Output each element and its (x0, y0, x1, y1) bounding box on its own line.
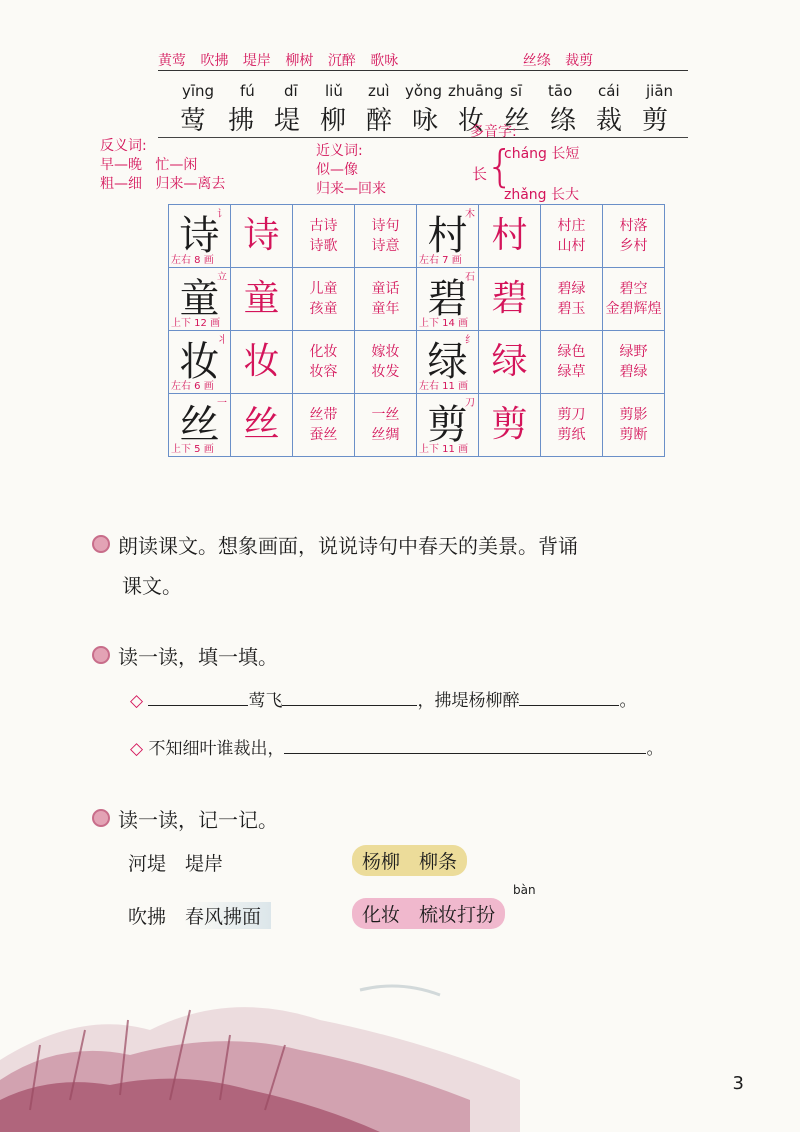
word: 剪刀 (557, 407, 586, 423)
printed-character-cell (417, 394, 479, 457)
pinyin: zuì (368, 82, 390, 100)
vocab-word: 沉醉 (327, 53, 356, 69)
radical: 讠 (217, 209, 227, 220)
word-cell (355, 331, 417, 394)
vocab-word: 裁剪 (565, 53, 594, 69)
antonym-pair: 归来—离去 (155, 176, 226, 192)
polyphone-title: 多音字: (470, 124, 517, 140)
word-cell (293, 268, 355, 331)
handwritten-character-cell (231, 205, 293, 268)
exercise-text: 课文。 (122, 574, 182, 598)
structure-strokes: 上下 5 画 (171, 444, 214, 455)
word: 丝绸 (371, 427, 400, 443)
word: 乡村 (619, 238, 648, 254)
printed-character: 妆 (179, 339, 220, 385)
structure-strokes: 上下 14 画 (419, 318, 469, 329)
synonyms-title: 近义词: (316, 143, 363, 159)
word: 碧空 (619, 281, 648, 297)
word: 童年 (371, 301, 400, 317)
word-cell (603, 331, 665, 394)
polyphone-reading: cháng 长短 (504, 146, 580, 162)
answer-blank[interactable] (148, 687, 248, 706)
word: 剪影 (619, 407, 648, 423)
radical: 纟 (465, 335, 475, 346)
word: 蚕丝 (309, 427, 338, 443)
landscape-illustration (0, 950, 520, 1132)
printed-character: 村 (427, 213, 468, 259)
new-character: 拂 (228, 106, 255, 136)
diamond-bullet-icon: ◇ (130, 739, 144, 759)
word-cell (355, 394, 417, 457)
character-practice-grid (168, 204, 665, 457)
word: 碧绿 (619, 364, 648, 380)
pinyin: sī (510, 82, 522, 100)
handwritten-character: 妆 (243, 341, 280, 382)
grid-row (169, 205, 665, 268)
pinyin: tāo (548, 82, 573, 100)
printed-character-cell (417, 331, 479, 394)
exercise-read-aloud (92, 526, 772, 606)
word: 剪断 (619, 427, 648, 443)
printed-character: 丝 (179, 402, 220, 448)
printed-character: 诗 (179, 213, 220, 259)
new-character: 剪 (642, 106, 669, 136)
vocab-word: 柳树 (285, 53, 314, 69)
handwritten-character-cell (479, 268, 541, 331)
vocab-word: 歌咏 (370, 53, 399, 69)
word: 山村 (557, 238, 586, 254)
word: 诗意 (371, 238, 400, 254)
grid-row (169, 331, 665, 394)
pinyin-ruby: bàn (513, 883, 536, 897)
handwritten-character: 村 (491, 215, 528, 256)
radical: 刀 (465, 398, 475, 409)
new-character: 醉 (366, 106, 393, 136)
pinyin: yǒng (405, 82, 443, 100)
handwritten-character-cell (231, 268, 293, 331)
synonym-pair: 似—像 (316, 162, 358, 178)
pinyin: yīng (182, 82, 215, 100)
pinyin: jiān (646, 82, 674, 100)
vocab-word: 黄莺 (158, 53, 186, 69)
structure-strokes: 左右 7 画 (419, 255, 462, 266)
question-text: 。 (646, 739, 664, 759)
answer-blank[interactable] (284, 735, 646, 754)
pinyin-row (180, 82, 680, 102)
handwritten-character-cell (231, 394, 293, 457)
word-group-highlight: 化妆 梳妆打扮 (352, 898, 505, 929)
word-cell (603, 268, 665, 331)
antonyms-note (100, 137, 225, 194)
question-text: 莺飞 (248, 691, 283, 711)
word-cell (293, 205, 355, 268)
exercise-remember-title (92, 804, 278, 833)
divider (158, 70, 688, 71)
structure-strokes: 左右 8 画 (171, 255, 214, 266)
word: 村庄 (557, 218, 586, 234)
handwritten-character-cell (479, 331, 541, 394)
printed-character: 绿 (427, 339, 468, 385)
printed-character: 剪 (427, 402, 468, 448)
new-character: 柳 (320, 106, 347, 136)
synonym-pair: 归来—回来 (316, 181, 386, 197)
word: 儿童 (309, 281, 338, 297)
word: 妆发 (371, 364, 400, 380)
word-cell (293, 331, 355, 394)
word-cell (355, 205, 417, 268)
divider (158, 137, 688, 138)
handwritten-character: 绿 (491, 341, 528, 382)
structure-strokes: 左右 11 画 (419, 381, 469, 392)
printed-character-cell (169, 394, 231, 457)
pinyin: cái (598, 82, 620, 100)
word-group: 河堤 堤岸 (128, 853, 224, 875)
flower-bullet-icon (92, 809, 110, 827)
handwritten-character-cell (231, 331, 293, 394)
exercise-title: 读一读，记一记。 (118, 808, 278, 832)
handwritten-character-cell (479, 394, 541, 457)
question-text: 不知细叶谁裁出， (148, 739, 285, 759)
answer-blank[interactable] (282, 687, 417, 706)
word: 化妆 (309, 344, 338, 360)
word-cell (603, 394, 665, 457)
printed-character-cell (417, 205, 479, 268)
diamond-bullet-icon: ◇ (130, 691, 144, 711)
new-character: 裁 (596, 106, 623, 136)
new-character: 丝 (504, 106, 531, 136)
antonym-pair: 早—晚 (100, 157, 142, 173)
word-cell (541, 394, 603, 457)
answer-blank[interactable] (519, 687, 619, 706)
radical: 石 (465, 272, 475, 283)
exercise-fill-title (92, 641, 278, 670)
brace-icon: { (486, 141, 514, 192)
new-character: 绦 (550, 106, 577, 136)
polyphone-reading: zhǎng 长大 (504, 187, 580, 203)
word: 诗句 (371, 218, 400, 234)
word: 诗歌 (309, 238, 338, 254)
flower-bullet-icon (92, 646, 110, 664)
word: 金碧辉煌 (605, 301, 662, 317)
word: 绿色 (557, 344, 586, 360)
vocab-word: 吹拂 (200, 53, 229, 69)
pinyin: dī (284, 82, 298, 100)
page-number: 3 (732, 1073, 744, 1094)
printed-character: 碧 (427, 276, 468, 322)
word-group-highlight: 杨柳 柳条 (352, 845, 467, 876)
new-character: 咏 (412, 106, 439, 136)
new-character: 莺 (180, 106, 207, 136)
word-cell (603, 205, 665, 268)
word: 村落 (619, 218, 648, 234)
radical: 立 (217, 272, 227, 283)
word: 妆容 (309, 364, 338, 380)
printed-character-cell (169, 205, 231, 268)
handwritten-character: 诗 (243, 215, 280, 256)
fill-question-1 (130, 686, 636, 711)
handwritten-character: 剪 (491, 404, 528, 445)
word: 剪纸 (557, 427, 586, 443)
pinyin: fú (240, 82, 255, 100)
antonyms-title: 反义词: (100, 138, 147, 154)
word: 绿野 (619, 344, 648, 360)
word-cell (541, 331, 603, 394)
printed-character-cell (417, 268, 479, 331)
new-character: 堤 (274, 106, 301, 136)
word-cell (541, 205, 603, 268)
word: 孩童 (309, 301, 338, 317)
radical: 丬 (217, 335, 227, 346)
radical: 一 (217, 398, 227, 409)
question-text: 。 (619, 691, 637, 711)
structure-strokes: 上下 12 画 (171, 318, 221, 329)
antonym-pair: 忙—闲 (155, 157, 198, 173)
word: 一丝 (371, 407, 400, 423)
word: 丝带 (309, 407, 338, 423)
fill-question-2 (130, 734, 663, 759)
word-cell (355, 268, 417, 331)
word: 嫁妆 (371, 344, 400, 360)
printed-character-cell (169, 268, 231, 331)
radical: 木 (465, 209, 475, 220)
structure-strokes: 上下 11 画 (419, 444, 469, 455)
handwritten-character-cell (479, 205, 541, 268)
vocab-header (158, 50, 688, 70)
characters-row (180, 100, 680, 136)
word: 碧玉 (557, 301, 586, 317)
word-group: 吹拂 春风拂面 (128, 902, 271, 929)
word-cell (541, 268, 603, 331)
handwritten-character: 丝 (243, 404, 280, 445)
vocab-word: 丝绦 (522, 53, 551, 69)
flower-bullet-icon (92, 535, 110, 553)
printed-character-cell (169, 331, 231, 394)
question-text: ，拂堤杨柳醉 (417, 691, 520, 711)
vocab-word: 堤岸 (242, 53, 271, 69)
antonym-pair: 粗—细 (100, 176, 142, 192)
synonyms-note (316, 142, 386, 199)
grid-row (169, 268, 665, 331)
handwritten-character: 碧 (491, 278, 528, 319)
word: 绿草 (557, 364, 586, 380)
word-cell (293, 394, 355, 457)
structure-strokes: 左右 6 画 (171, 381, 214, 392)
grid-row (169, 394, 665, 457)
pinyin: zhuāng (448, 82, 504, 100)
word: 童话 (371, 281, 400, 297)
handwritten-character: 童 (243, 278, 280, 319)
word: 古诗 (309, 218, 338, 234)
printed-character: 童 (179, 276, 220, 322)
exercise-text: 朗读课文。想象画面，说说诗句中春天的美景。背诵 (118, 534, 578, 558)
new-character: 妆 (458, 106, 485, 136)
word: 碧绿 (557, 281, 586, 297)
pinyin: liǔ (325, 82, 343, 100)
exercise-title: 读一读，填一填。 (118, 645, 278, 669)
polyphone-char: 长 (472, 165, 488, 183)
